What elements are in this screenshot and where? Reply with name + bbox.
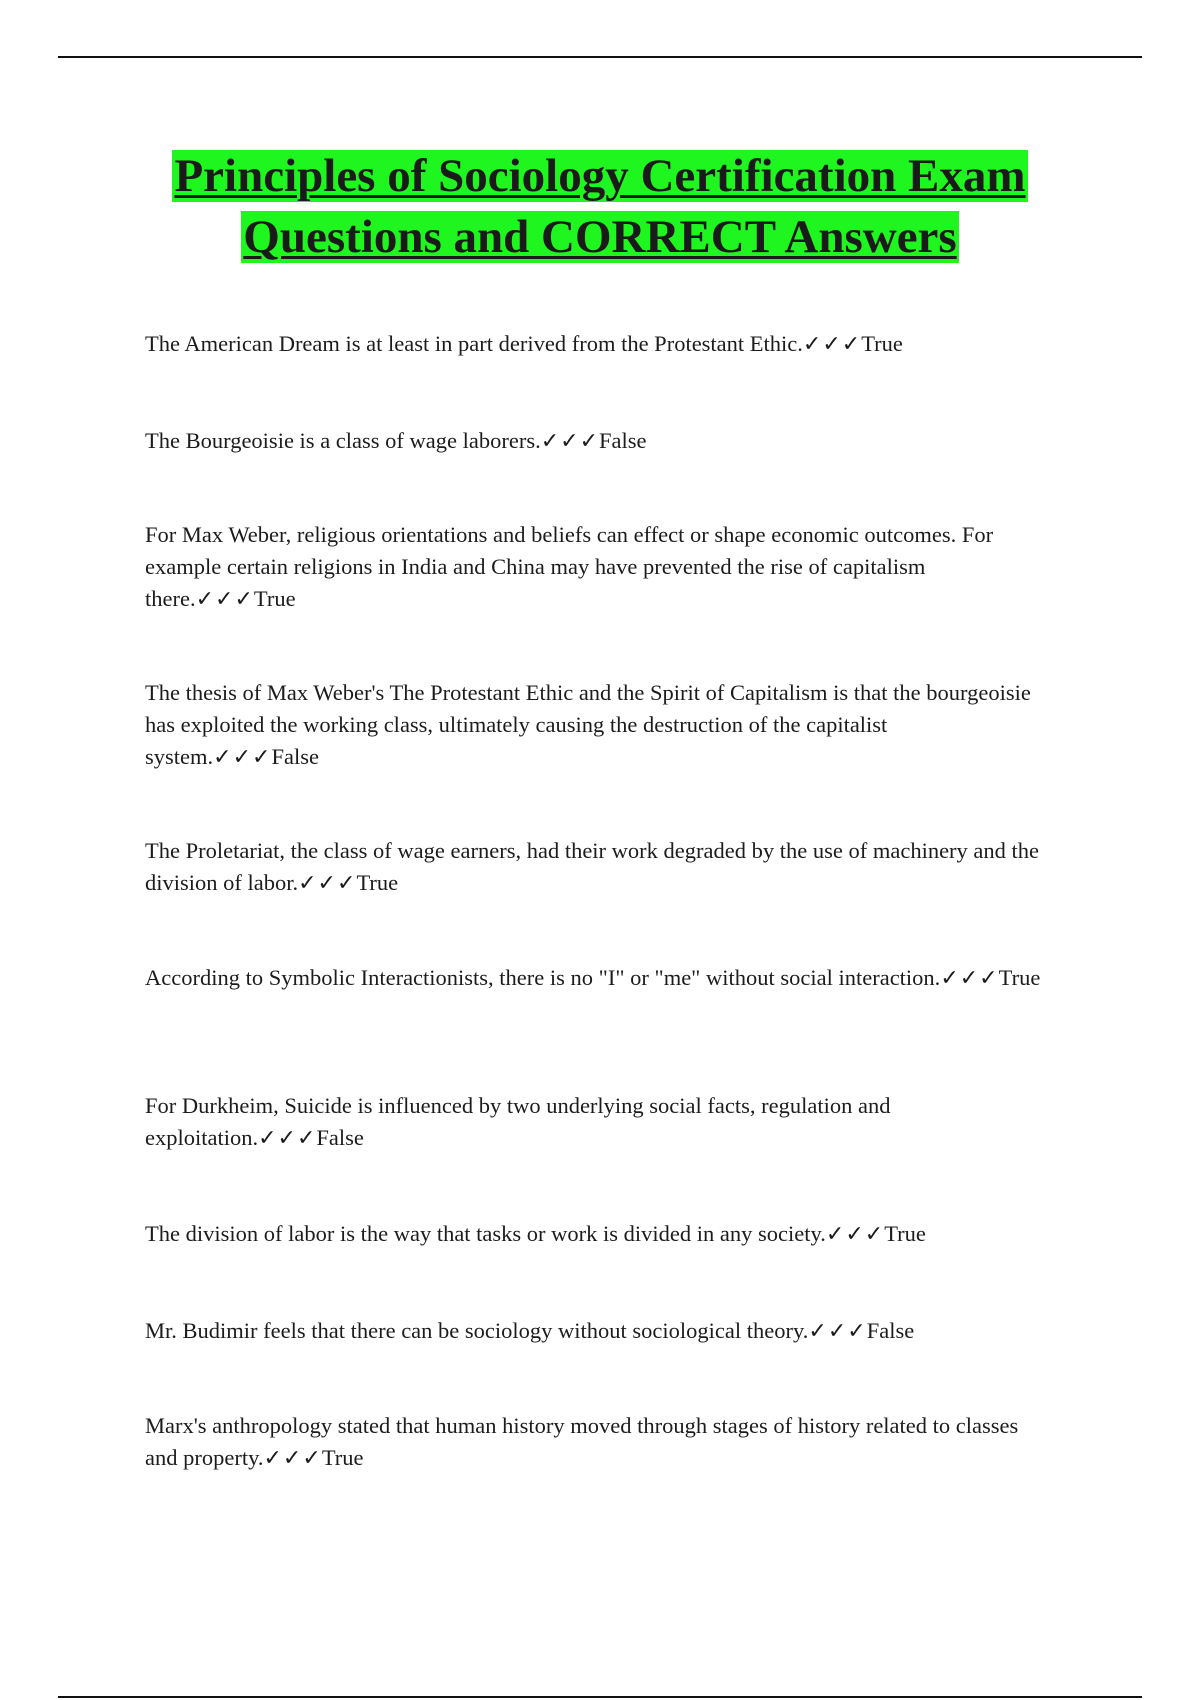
checkmark-icon: ✓✓✓ xyxy=(802,332,862,357)
answer-text: True xyxy=(356,870,399,895)
checkmark-icon: ✓✓✓ xyxy=(540,429,600,454)
checkmark-icon: ✓✓✓ xyxy=(298,871,357,896)
checkmark-icon: ✓✓✓ xyxy=(213,745,272,770)
qa-item-6 xyxy=(145,962,1045,995)
question-text: Mr. Budimir feels that there can be sociology without sociological theory. xyxy=(145,1318,809,1343)
answer-text: False xyxy=(271,744,319,769)
answer-text: True xyxy=(998,965,1041,990)
answer-text: False xyxy=(316,1125,364,1150)
checkmark-icon: ✓✓✓ xyxy=(825,1222,885,1247)
question-text: The American Dream is at least in part derived from the Protestant Ethic. xyxy=(145,331,803,356)
answer-text: False xyxy=(599,428,647,453)
qa-item-1 xyxy=(145,328,1045,361)
answer-text: True xyxy=(253,586,296,611)
answer-text: True xyxy=(861,331,903,356)
checkmark-icon: ✓✓✓ xyxy=(195,587,254,612)
title-line-2: Questions and CORRECT Answers xyxy=(243,211,957,263)
answer-text: True xyxy=(884,1221,926,1246)
checkmark-icon: ✓✓✓ xyxy=(263,1446,322,1471)
question-text: Marx's anthropology stated that human history moved through stages of history related to classes and property. xyxy=(145,1413,1019,1470)
question-text: The Bourgeoisie is a class of wage laborers. xyxy=(145,428,541,453)
title-line-1: Principles of Sociology Certification Exam xyxy=(174,150,1026,202)
bottom-rule xyxy=(58,1696,1142,1698)
answer-text: True xyxy=(321,1445,364,1470)
top-rule xyxy=(58,56,1142,58)
answer-text: False xyxy=(866,1318,915,1343)
question-text: The thesis of Max Weber's The Protestant Ethic and the Spirit of Capitalism is that the bourgeoisie has exploited the working class, ultimately causing the destruction of the capitalist system. xyxy=(145,680,1031,769)
qa-item-10 xyxy=(145,1410,1045,1475)
qa-item-7 xyxy=(145,1090,1045,1155)
qa-item-5 xyxy=(145,835,1045,900)
question-text: According to Symbolic Interactionists, there is no "I" or "me" without social interaction. xyxy=(145,965,941,990)
checkmark-icon: ✓✓✓ xyxy=(808,1319,867,1344)
qa-item-4 xyxy=(145,677,1045,774)
document-title xyxy=(100,146,1100,268)
question-text: For Max Weber, religious orientations and beliefs can effect or shape economic outcomes. For example certain religions in India and China may have prevented the rise of capitalism there. xyxy=(145,522,994,611)
question-text: The division of labor is the way that tasks or work is divided in any society. xyxy=(145,1221,826,1246)
checkmark-icon: ✓✓✓ xyxy=(258,1126,317,1151)
checkmark-icon: ✓✓✓ xyxy=(940,966,999,991)
qa-item-9 xyxy=(145,1315,1045,1348)
qa-item-3 xyxy=(145,519,1045,616)
question-text: The Proletariat, the class of wage earners, had their work degraded by the use of machinery and the division of labor. xyxy=(145,838,1040,895)
qa-item-2 xyxy=(145,425,1045,458)
qa-item-8 xyxy=(145,1218,1045,1251)
question-text: For Durkheim, Suicide is influenced by two underlying social facts, regulation and exploitation. xyxy=(145,1093,891,1150)
